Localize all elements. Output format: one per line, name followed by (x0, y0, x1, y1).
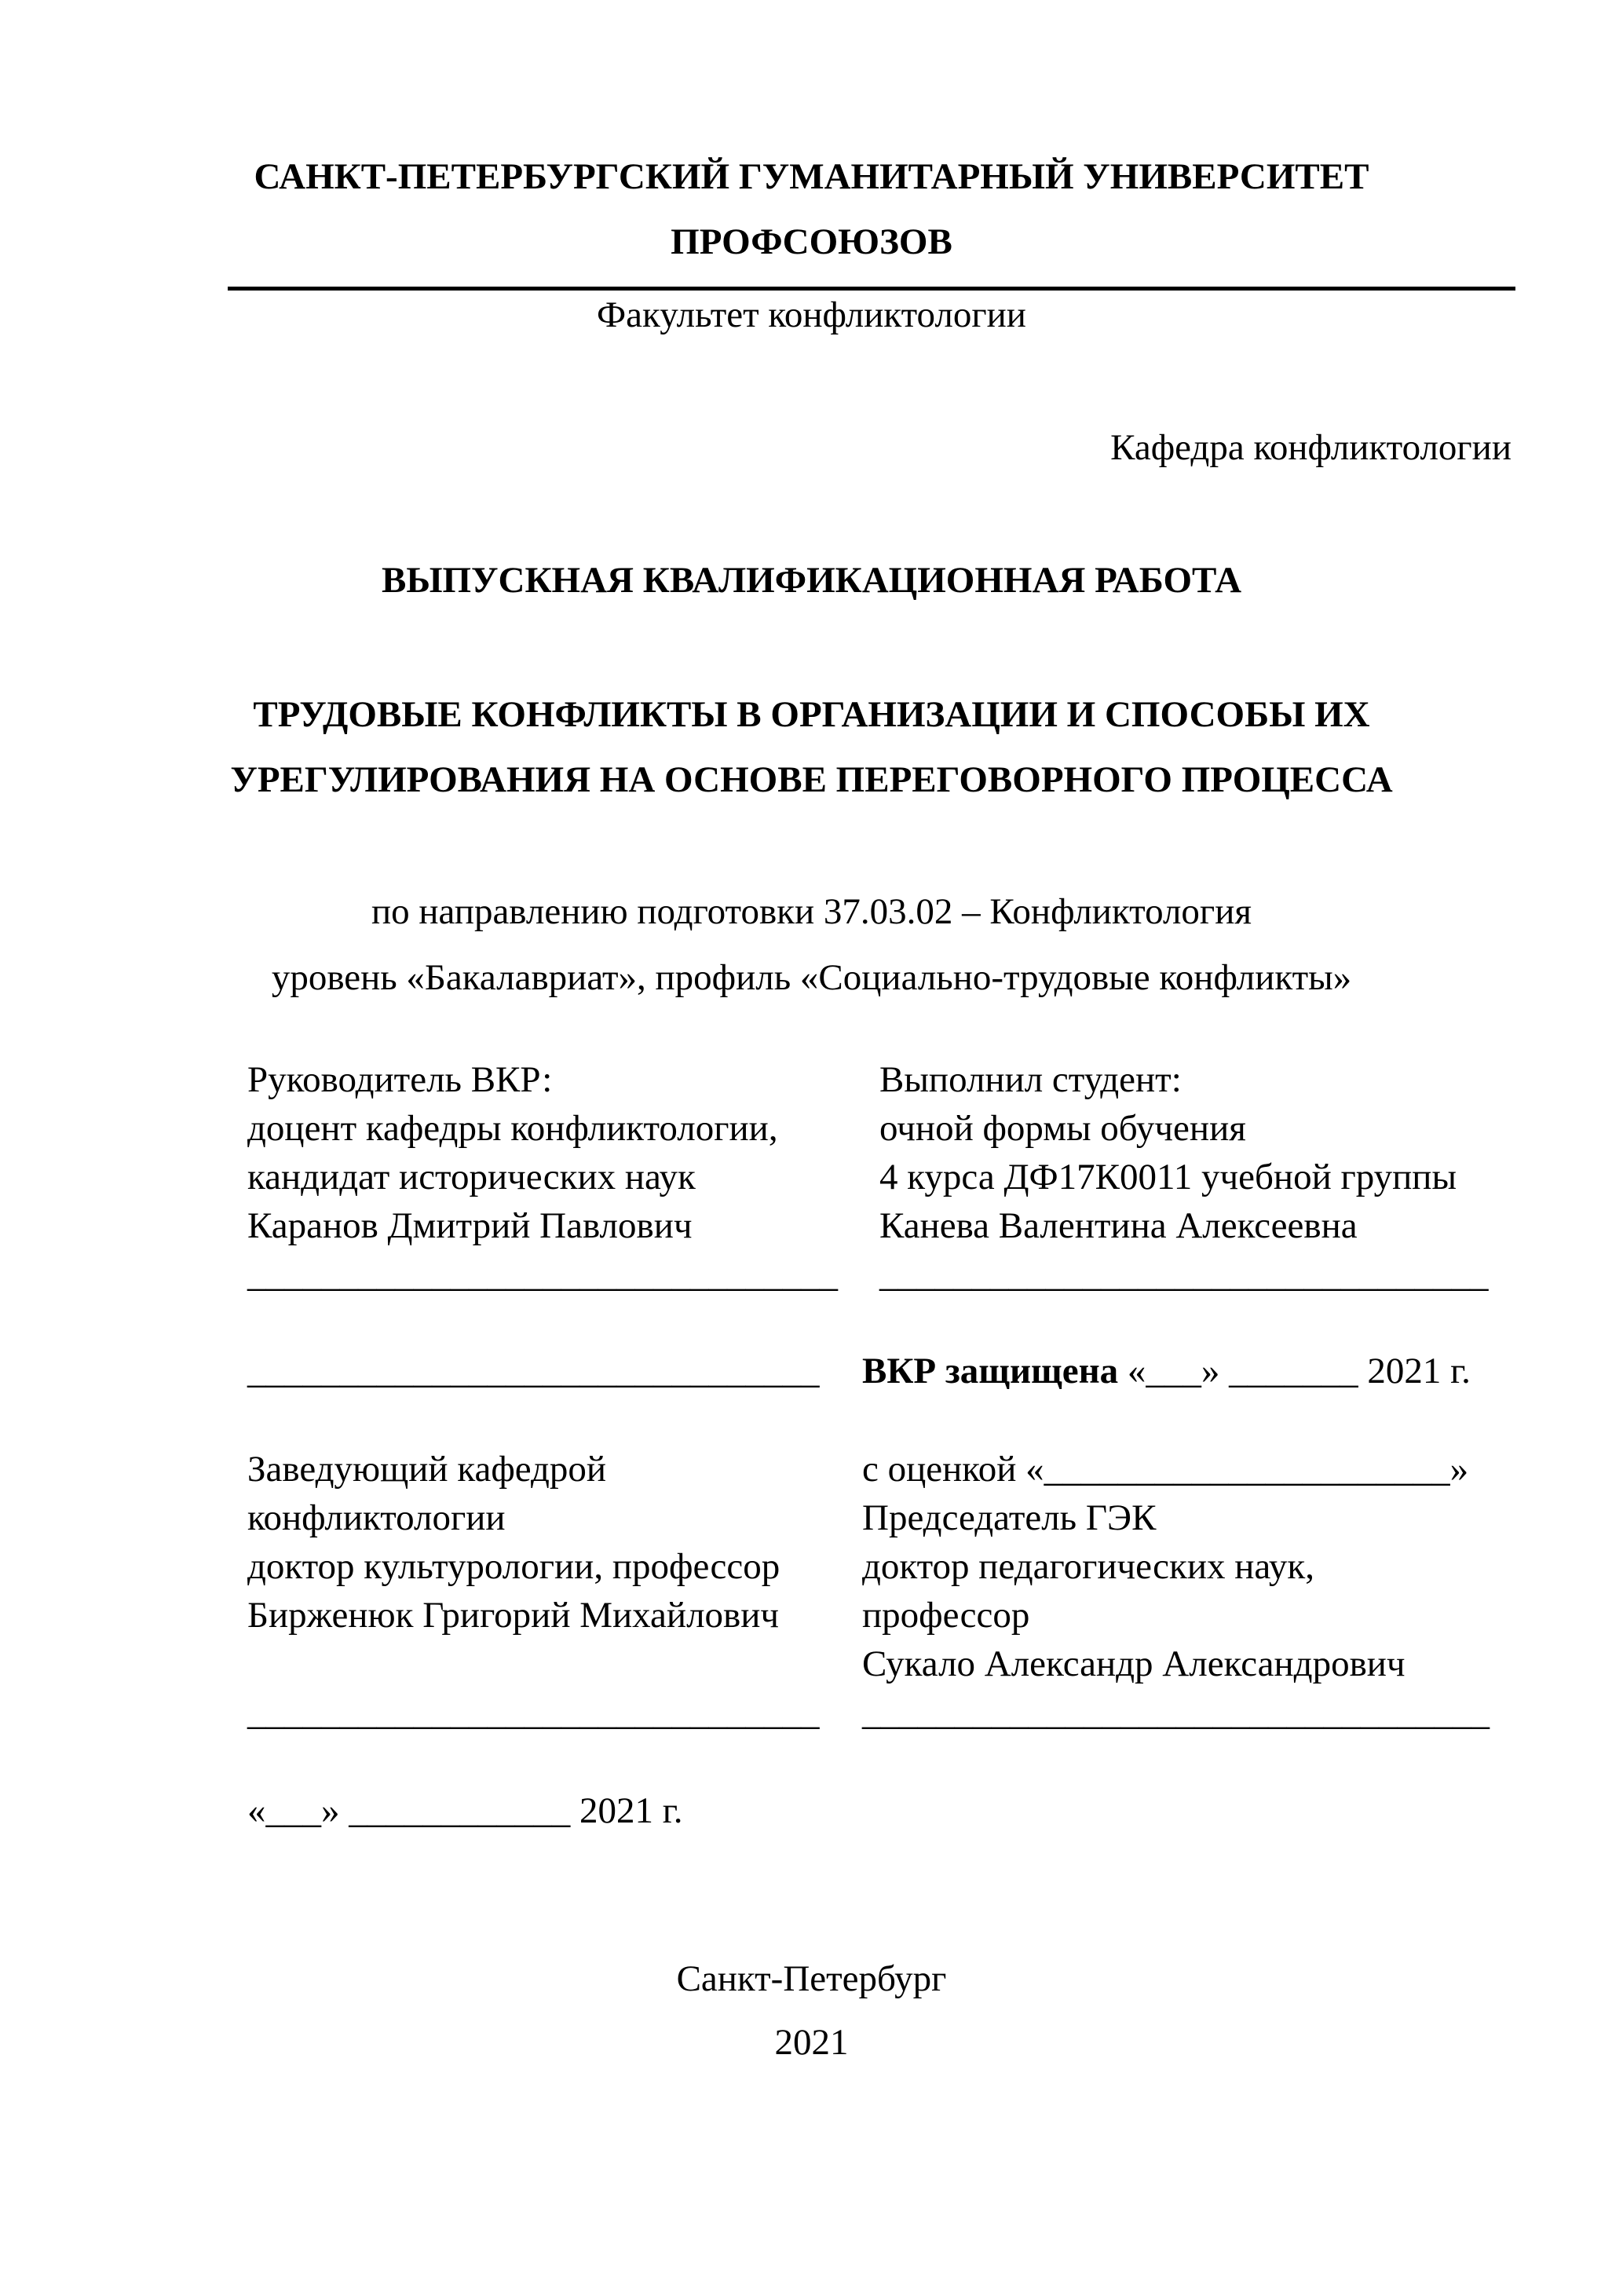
student-form: очной формы обучения (879, 1108, 1246, 1149)
head-name: Бирженюк Григорий Михайлович (247, 1595, 780, 1636)
commission-degree: доктор педагогических наук, (862, 1546, 1314, 1587)
commission-rank: профессор (862, 1595, 1030, 1636)
supervisor-position: доцент кафедры конфликтологии, (247, 1108, 778, 1149)
footer-city: Санкт-Петербург (676, 1958, 947, 1999)
head-title-line2: конфликтологии (247, 1497, 506, 1538)
footer-year: 2021 (774, 2022, 849, 2063)
head-degree: доктор культурологии, профессор (247, 1546, 780, 1587)
head-signature-line: _______________________________ (247, 1692, 820, 1733)
defense-date: «___» _______ 2021 г. (1118, 1351, 1471, 1391)
study-level-profile: уровень «Бакалавриат», профиль «Социально-трудовые конфликты» (271, 957, 1352, 998)
department-name: Кафедра конфликтологии (1110, 427, 1512, 468)
work-title-line2: УРЕГУЛИРОВАНИЯ НА ОСНОВЕ ПЕРЕГОВОРНОГО ПРОЦЕССА (230, 759, 1393, 800)
head-title-line1: Заведующий кафедрой (247, 1449, 607, 1490)
faculty-name: Факультет конфликтологии (597, 294, 1026, 335)
supervisor-signature-line: ________________________________ (247, 1254, 838, 1295)
supervisor-heading: Руководитель ВКР: (247, 1059, 553, 1100)
supervisor-second-line: _______________________________ (247, 1351, 820, 1391)
student-group: 4 курса ДФ17К0011 учебной группы (879, 1157, 1457, 1197)
defense-line (862, 1353, 1471, 1390)
commission-title: Председатель ГЭК (862, 1497, 1157, 1538)
work-title-line1: ТРУДОВЫЕ КОНФЛИКТЫ В ОРГАНИЗАЦИИ И СПОСОБЫ ИХ (253, 694, 1370, 735)
defense-grade: с оценкой «______________________» (862, 1449, 1469, 1490)
study-direction: по направлению подготовки 37.03.02 – Конфликтология (371, 891, 1252, 932)
supervisor-degree: кандидат исторических наук (247, 1157, 696, 1197)
header-divider (228, 287, 1515, 291)
commission-name: Сукало Александр Александрович (862, 1643, 1406, 1684)
university-name-line2: ПРОФСОЮЗОВ (671, 221, 952, 262)
university-name-line1: САНКТ-ПЕТЕРБУРГСКИЙ ГУМАНИТАРНЫЙ УНИВЕРСИТЕТ (254, 156, 1369, 197)
supervisor-name: Каранов Дмитрий Павлович (247, 1205, 693, 1246)
student-heading: Выполнил студент: (879, 1059, 1182, 1100)
student-name: Канева Валентина Алексеевна (879, 1205, 1358, 1246)
commission-signature-line: __________________________________ (862, 1692, 1490, 1733)
head-date: «___» ____________ 2021 г. (247, 1790, 683, 1831)
student-signature-line: _________________________________ (879, 1254, 1489, 1295)
defense-label: ВКР защищена (862, 1351, 1119, 1391)
work-type: ВЫПУСКНАЯ КВАЛИФИКАЦИОННАЯ РАБОТА (381, 560, 1242, 601)
